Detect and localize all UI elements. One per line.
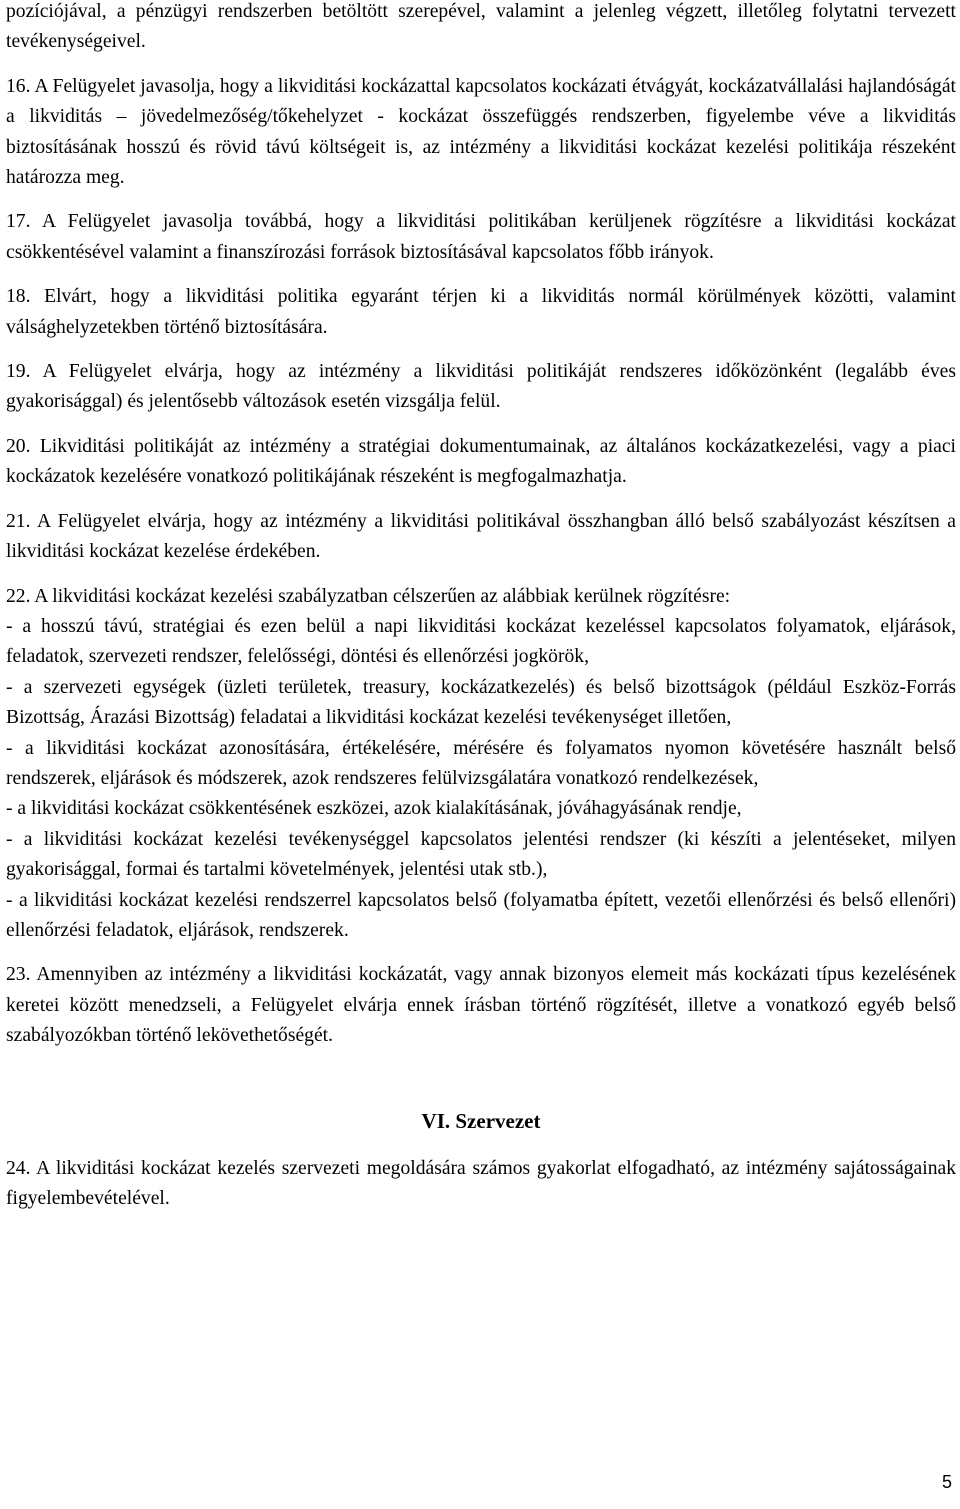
list-item: - a hosszú távú, stratégiai és ezen belül a napi likviditási kockázat kezeléssel kapcsolatos folyamatok, eljárások, feladatok, szervezeti rendszer, felelősségi, döntési és ellenőrzési jogkörök, bbox=[6, 615, 956, 668]
paragraph-16: 16. A Felügyelet javasolja, hogy a likviditási kockázattal kapcsolatos kockázati étvágyát, kockázatvállalási hajlandóságát a likviditás – jövedelmezőség/tőkehelyzet - kockázat összefüggés rendszerben, figyelembe véve a likviditás biztosításának hosszú és rövid távú költségeit is, az intézmény a likviditási kockázat kezelési politikája részeként határozza meg. bbox=[6, 75, 956, 189]
paragraph-21: 21. A Felügyelet elvárja, hogy az intézmény a likviditási politikával összhangban álló belső szabályozást készítsen a likviditási kockázat kezelése érdekében. bbox=[6, 510, 956, 563]
paragraph-22: 22. A likviditási kockázat kezelési szabályzatban célszerűen az alábbiak kerülnek rögzítésre: bbox=[6, 585, 731, 607]
paragraph-22-list bbox=[6, 612, 956, 946]
list-item: - a likviditási kockázat kezelési rendszerrel kapcsolatos belső (folyamatba épített, vezetői ellenőrzési és belső ellenőri) ellenőrzési feladatok, eljárások, rendszerek. bbox=[6, 889, 956, 941]
paragraph-24: 24. A likviditási kockázat kezelés szervezeti megoldására számos gyakorlat elfogadható, az intézmény sajátosságainak figyelembevételével. bbox=[6, 1158, 956, 1210]
page-number: 5 bbox=[941, 1472, 952, 1492]
list-item: - a likviditási kockázat csökkentésének eszközei, azok kialakításának, jóváhagyásának rendje, bbox=[6, 798, 742, 820]
list-item: - a likviditási kockázat azonosítására, értékelésére, mérésére és folyamatos nyomon követésére használt belső rendszerek, eljárások és módszerek, azok rendszeres felülvizsgálatára vonatkozó rendelkezések, bbox=[6, 737, 956, 789]
paragraph-18: 18. Elvárt, hogy a likviditási politika egyaránt térjen ki a likviditás normál körülmények közötti, valamint válsághelyzetekben történő biztosítására. bbox=[6, 286, 956, 338]
document-page bbox=[6, 0, 956, 1215]
paragraph-intro: pozíciójával, a pénzügyi rendszerben betöltött szerepével, valamint a jelenleg végzett, illetőleg folytatni tervezett tevékenységeivel. bbox=[6, 1, 956, 53]
list-item: - a likviditási kockázat kezelési tevékenységgel kapcsolatos jelentési rendszer (ki készíti a jelentéseket, milyen gyakorisággal, formai és tartalmi követelmények, jelentési utak stb.), bbox=[6, 828, 956, 881]
paragraph-19: 19. A Felügyelet elvárja, hogy az intézmény a likviditási politikáját rendszeres időközönként (legalább éves gyakorisággal) és jelentősebb változások esetén vizsgálja felül. bbox=[6, 361, 956, 413]
section-heading: VI. Szervezet bbox=[421, 1108, 541, 1133]
paragraph-23: 23. Amennyiben az intézmény a likviditási kockázatát, vagy annak bizonyos elemeit más kockázati típus kezelésének keretei között menedzseli, a Felügyelet elvárja ennek írásban történő rögzítését, illetve a vonatkozó egyéb belső szabályozókban történő lekövethetőségét. bbox=[6, 964, 956, 1047]
list-item: - a szervezeti egységek (üzleti területek, treasury, kockázatkezelés) és belső bizottságok (például Eszköz-Forrás Bizottság, Árazási Bizottság) feladatai a likviditási kockázat kezelési tevékenységet illetően, bbox=[6, 676, 956, 729]
paragraph-20: 20. Likviditási politikáját az intézmény a stratégiai dokumentumainak, az általános kockázatkezelési, vagy a piaci kockázatok kezelésére vonatkozó politikájának részeként is megfogalmazhatja. bbox=[6, 435, 956, 488]
paragraph-17: 17. A Felügyelet javasolja továbbá, hogy a likviditási politikában kerüljenek rögzítésre a likviditási kockázat csökkentésével valamint a finanszírozási források biztosításával kapcsolatos főbb irányok. bbox=[6, 211, 956, 263]
